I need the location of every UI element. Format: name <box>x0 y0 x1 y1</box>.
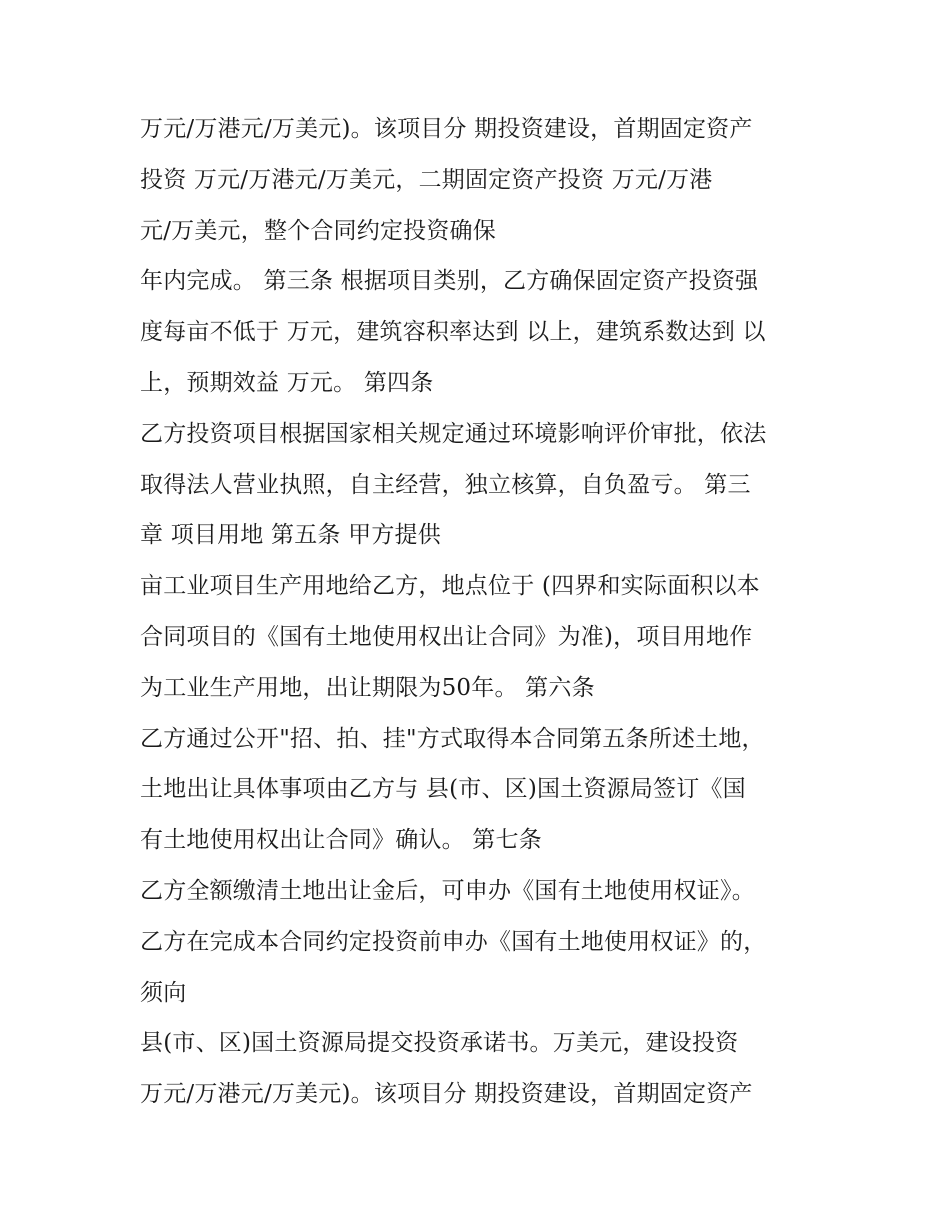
text-line: 度每亩不低于 万元，建筑容积率达到 以上，建筑系数达到 以 <box>140 319 766 346</box>
text-line: 有土地使用权出让合同》确认。 第七条 <box>140 827 542 854</box>
text-line: 元/万美元，整个合同约定投资确保 <box>140 217 496 244</box>
text-line: 乙方在完成本合同约定投资前申办《国有土地使用权证》的， <box>140 928 767 955</box>
text-line: 乙方通过公开"招、拍、挂"方式取得本合同第五条所述土地， <box>140 725 765 752</box>
text-line: 为工业生产用地，出让期限为50年。 第六条 <box>140 674 595 701</box>
text-line: 取得法人营业执照，自主经营，独立核算，自负盈亏。 第三 <box>140 471 751 498</box>
text-line: 万元/万港元/万美元)。该项目分 期投资建设，首期固定资产 <box>140 1081 753 1108</box>
text-line: 县(市、区)国土资源局提交投资承诺书。万美元，建设投资 <box>140 1030 739 1057</box>
text-line: 万元/万港元/万美元)。该项目分 期投资建设，首期固定资产 <box>140 116 753 142</box>
text-line: 土地出让具体事项由乙方与 县(市、区)国土资源局签订《国 <box>140 776 746 803</box>
contract-text <box>140 104 820 1120</box>
text-line: 乙方投资项目根据国家相关规定通过环境影响评价审批，依法 <box>140 420 767 447</box>
text-line: 投资 万元/万港元/万美元，二期固定资产投资 万元/万港 <box>140 166 713 193</box>
text-line: 须向 <box>140 979 187 1006</box>
text-line: 年内完成。 第三条 根据项目类别，乙方确保固定资产投资强 <box>140 268 759 295</box>
text-line: 章 项目用地 第五条 甲方提供 <box>140 522 441 549</box>
text-line: 乙方全额缴清土地出让金后，可申办《国有土地使用权证》。 <box>140 877 755 904</box>
text-line: 亩工业项目生产用地给乙方，地点位于 (四界和实际面积以本 <box>140 573 760 600</box>
text-line: 合同项目的《国有土地使用权出让合同》为准)，项目用地作 <box>140 623 753 650</box>
text-line: 上，预期效益 万元。 第四条 <box>140 369 434 396</box>
